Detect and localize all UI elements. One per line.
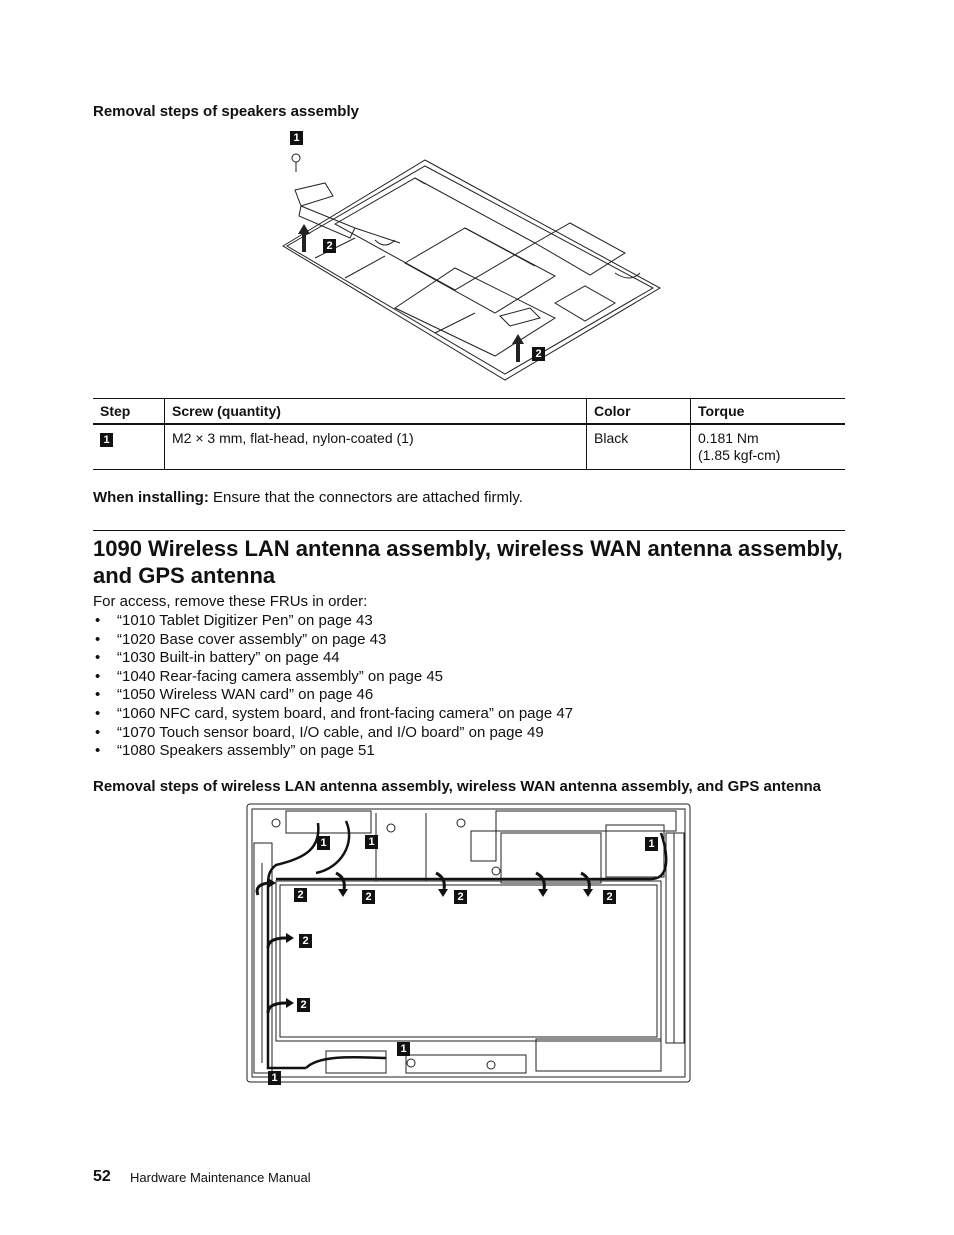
list-item bbox=[93, 724, 793, 743]
fru-link[interactable]: “1030 Built-in battery” on page 44 bbox=[117, 649, 340, 667]
callout-badge: 2 bbox=[323, 239, 336, 253]
screw-table bbox=[93, 398, 845, 470]
bullet: • bbox=[95, 630, 101, 648]
bullet: • bbox=[95, 723, 101, 741]
table-cell-screw: M2 × 3 mm, flat-head, nylon-coated (1) bbox=[165, 424, 587, 470]
install-note-label: When installing: bbox=[93, 489, 209, 506]
section-heading-line2: and GPS antenna bbox=[93, 563, 276, 588]
callout-badge: 2 bbox=[362, 890, 375, 904]
bullet: • bbox=[95, 686, 101, 704]
fru-link[interactable]: “1040 Rear-facing camera assembly” on page 45 bbox=[117, 667, 444, 685]
bullet: • bbox=[95, 704, 101, 722]
table-header-step: Step bbox=[93, 399, 165, 425]
table-cell-step bbox=[93, 424, 165, 470]
fru-link[interactable]: “1050 Wireless WAN card” on page 46 bbox=[117, 686, 374, 704]
fru-link[interactable]: “1020 Base cover assembly” on page 43 bbox=[117, 630, 387, 648]
table-header-screw: Screw (quantity) bbox=[165, 399, 587, 425]
table-cell-torque bbox=[691, 424, 846, 470]
fru-link[interactable]: “1080 Speakers assembly” on page 51 bbox=[117, 742, 375, 760]
speakers-figure-drawing bbox=[255, 128, 675, 390]
callout-badge: 2 bbox=[532, 347, 545, 361]
install-note bbox=[93, 489, 523, 506]
bullet: • bbox=[95, 612, 101, 629]
callout-badge: 1 bbox=[268, 1071, 281, 1085]
install-note-text: Ensure that the connectors are attached firmly. bbox=[213, 489, 523, 506]
speakers-subheading: Removal steps of speakers assembly bbox=[93, 103, 359, 120]
list-item bbox=[93, 705, 793, 724]
fru-intro: For access, remove these FRUs in order: bbox=[93, 593, 368, 610]
list-item bbox=[93, 686, 793, 705]
bullet: • bbox=[95, 667, 101, 685]
callout-badge: 2 bbox=[297, 998, 310, 1012]
callout-badge: 1 bbox=[290, 131, 303, 145]
fru-list bbox=[93, 612, 793, 761]
speakers-removal-figure bbox=[255, 128, 675, 390]
fru-link[interactable]: “1010 Tablet Digitizer Pen” on page 43 bbox=[117, 612, 373, 629]
section-divider bbox=[93, 530, 845, 531]
antenna-removal-figure bbox=[246, 803, 692, 1085]
callout-badge: 1 bbox=[317, 836, 330, 850]
list-item bbox=[93, 612, 793, 631]
antenna-figure-drawing bbox=[246, 803, 692, 1085]
table-header-torque: Torque bbox=[691, 399, 846, 425]
manual-title: Hardware Maintenance Manual bbox=[130, 1170, 311, 1185]
bullet: • bbox=[95, 742, 101, 760]
callout-badge: 1 bbox=[397, 1042, 410, 1056]
fru-link[interactable]: “1070 Touch sensor board, I/O cable, and I/O board” on page 49 bbox=[117, 723, 544, 741]
list-item bbox=[93, 649, 793, 668]
section-heading bbox=[93, 535, 843, 589]
page-number: 52 bbox=[93, 1168, 111, 1185]
callout-badge: 2 bbox=[294, 888, 307, 902]
torque-value: 0.181 Nm bbox=[698, 430, 759, 446]
callout-badge: 2 bbox=[299, 934, 312, 948]
table-cell-color: Black bbox=[587, 424, 691, 470]
fru-link[interactable]: “1060 NFC card, system board, and front-facing camera” on page 47 bbox=[117, 704, 574, 722]
list-item bbox=[93, 742, 793, 761]
list-item bbox=[93, 668, 793, 687]
bullet: • bbox=[95, 649, 101, 667]
callout-badge: 2 bbox=[454, 890, 467, 904]
antenna-subheading: Removal steps of wireless LAN antenna assembly, wireless WAN antenna assembly, and GPS antenna bbox=[93, 778, 822, 795]
table-header-color: Color bbox=[587, 399, 691, 425]
callout-badge: 2 bbox=[603, 890, 616, 904]
section-heading-line1: 1090 Wireless LAN antenna assembly, wireless WAN antenna assembly, bbox=[93, 536, 843, 561]
table-row bbox=[93, 424, 845, 470]
callout-badge: 1 bbox=[645, 837, 658, 851]
step-badge: 1 bbox=[100, 433, 113, 447]
list-item bbox=[93, 631, 793, 650]
callout-badge: 1 bbox=[365, 835, 378, 849]
torque-value-alt: (1.85 kgf-cm) bbox=[698, 447, 781, 463]
